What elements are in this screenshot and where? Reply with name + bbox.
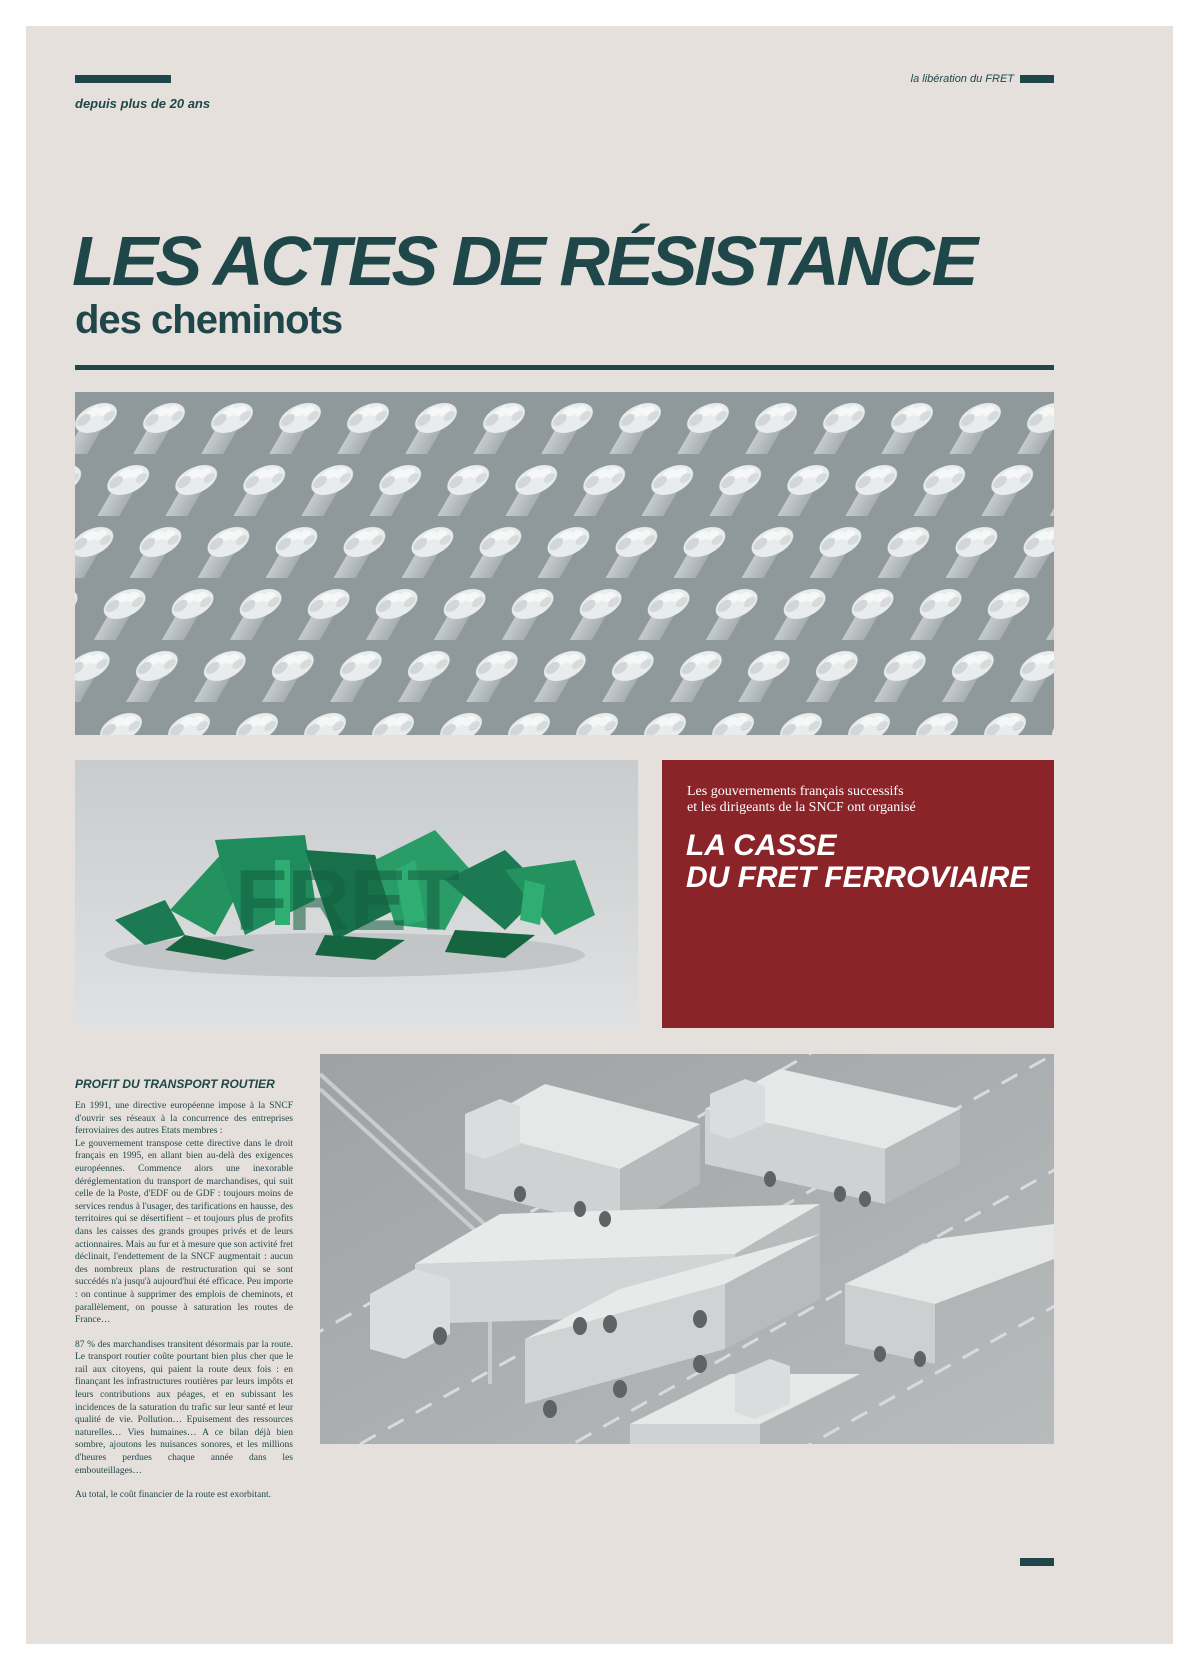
- top-left-bar: [75, 75, 171, 83]
- bottom-right-bar: [1020, 1558, 1054, 1566]
- feature-intro: [687, 784, 916, 816]
- article-p1: En 1991, une directive européenne impose à la SNCF d'ouvrir ses réseaux à la concurrence des entreprises ferroviaires des autres Etats membres :: [75, 1101, 293, 1137]
- article-p1b: Le gouvernement transpose cette directive dans le droit français en 1995, en allant bien au-delà des exigences européennes. Commence alors une inexorable déréglementation du transport de marchandises, qui suit celle de la Poste, d'EDF ou de GDF : toujours moins de services rendus à l'usager, des tarifications en hausse, des territoires qui se désertifient – et toujours plus de profits dans les caisses des grands groupes privés et de leurs actionnaires. Mais au fur et à mesure que son activité fret déclinait, l'endettement de la SNCF augmentait : aucun des nombreux plans de restructuration qui se sont succédés n'a jusqu'à aujourd'hui été efficace. Peu importe : on continue à supprimer des emplois de cheminots, et parallèlement, on pousse à saturation les routes de France…: [75, 1138, 293, 1326]
- article-paragraph-3: Au total, le coût financier de la route est exorbitant.: [75, 1490, 271, 1501]
- fret-word: FRET: [235, 853, 460, 949]
- trucks-image: [320, 1054, 1054, 1444]
- raised-fist-pattern: [75, 392, 1054, 735]
- headline-rule: [75, 365, 1054, 370]
- kicker-right: la libération du FRET: [910, 73, 1014, 85]
- feature-title-line2: DU FRET FERROVIAIRE: [686, 861, 1030, 894]
- article-heading: PROFIT DU TRANSPORT ROUTIER: [75, 1077, 275, 1091]
- top-right-bar: [1020, 75, 1054, 83]
- page-title: LES ACTES DE RÉSISTANCE: [72, 222, 976, 300]
- feature-intro-line1: Les gouvernements français successifs: [687, 784, 904, 799]
- feature-title-line1: LA CASSE: [686, 829, 837, 862]
- feature-box: [662, 760, 1054, 1028]
- article-paragraph-1: [75, 1100, 293, 1327]
- broken-fret-letters: [75, 760, 638, 1028]
- feature-intro-line2: et les dirigeants de la SNCF ont organisé: [687, 800, 916, 815]
- fists-image: [75, 392, 1054, 735]
- broken-fret-image: [75, 760, 638, 1028]
- feature-title: [686, 830, 1029, 894]
- poster-page: [26, 26, 1173, 1644]
- highway-trucks-illustration: [320, 1054, 1054, 1444]
- page-subtitle: des cheminots: [75, 298, 343, 342]
- article-paragraph-2: 87 % des marchandises transitent désormais par la route. Le transport routier coûte pourtant bien plus cher que le rail aux citoyens, qui paient la route deux fois : en finançant les infrastructures routières par leurs impôts et leurs contributions aux péages, et en subissant les incidences de la saturation du trafic sur leur santé et leur qualité de vie. Pollution… Epuisement des ressources naturelles… Vies humaines… A ce bilan déjà bien sombre, ajoutons les nuisances sonores, et les millions d'heures perdues chaque année dans les embouteillages…: [75, 1339, 293, 1476]
- article-body: [75, 1100, 293, 1514]
- kicker-left: depuis plus de 20 ans: [75, 96, 211, 111]
